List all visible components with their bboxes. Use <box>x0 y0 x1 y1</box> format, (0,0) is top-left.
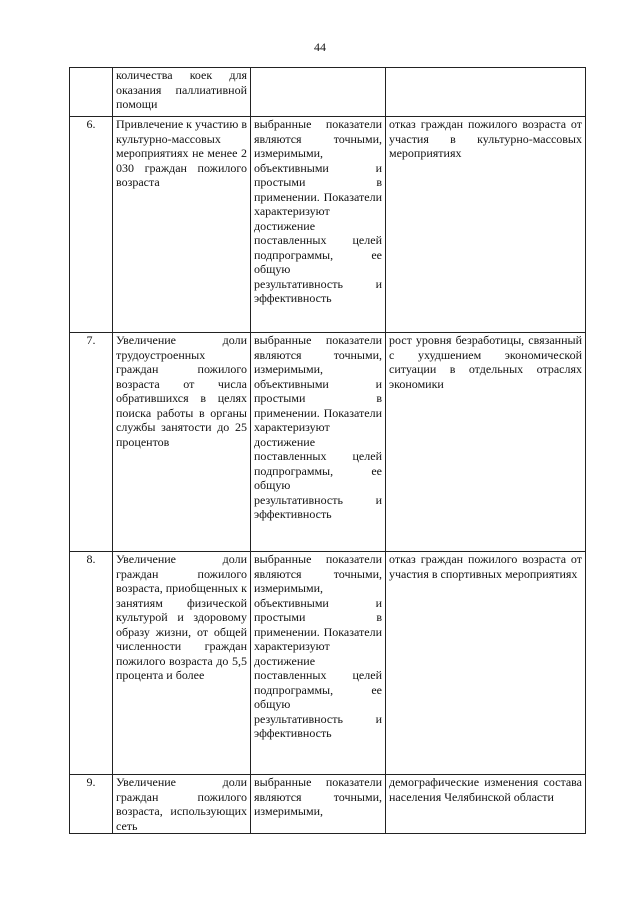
row-number: 6. <box>70 117 113 333</box>
risk-cell: отказ граждан пожилого возраста от участия в культурно-массовых мероприятиях <box>386 117 586 333</box>
criteria-cell: выбранные показатели являются точными, измеримыми, объективными и простыми в применении. Показатели характеризуют достижение поставленных целей подпрограммы, ее общую результативность и эффективность <box>251 552 386 775</box>
risk-cell <box>386 68 586 117</box>
risk-cell: демографические изменения состава населения Челябинской области <box>386 775 586 834</box>
criteria-cell: выбранные показатели являются точными, измеримыми, <box>251 775 386 834</box>
indicator-cell: Привлечение к участию в культурно-массовых мероприятиях не менее 2 030 граждан пожилого возраста <box>113 117 251 333</box>
criteria-cell <box>251 68 386 117</box>
row-number <box>70 68 113 117</box>
row-number: 8. <box>70 552 113 775</box>
risk-cell: рост уровня безработицы, связанный с ухудшением экономической ситуации в отдельных отраслях экономики <box>386 333 586 552</box>
indicator-cell: Увеличение доли трудоустроенных граждан пожилого возраста от числа обратившихся в целях поиска работы в органы службы занятости до 25 процентов <box>113 333 251 552</box>
indicators-table <box>69 67 586 834</box>
table-row <box>70 552 586 775</box>
table-row <box>70 333 586 552</box>
risk-cell: отказ граждан пожилого возраста от участия в спортивных мероприятиях <box>386 552 586 775</box>
criteria-cell: выбранные показатели являются точными, измеримыми, объективными и простыми в применении. Показатели характеризуют достижение поставленных целей подпрограммы, ее общую результативность и эффективность <box>251 117 386 333</box>
criteria-cell: выбранные показатели являются точными, измеримыми, объективными и простыми в применении. Показатели характеризуют достижение поставленных целей подпрограммы, ее общую результативность и эффективность <box>251 333 386 552</box>
row-number: 7. <box>70 333 113 552</box>
page-number: 44 <box>314 40 326 54</box>
table-row <box>70 68 586 117</box>
indicator-cell: количества коек для оказания паллиативной помощи <box>113 68 251 117</box>
indicator-cell: Увеличение доли граждан пожилого возраста, использующих сеть <box>113 775 251 834</box>
table-row <box>70 775 586 834</box>
indicator-cell: Увеличение доли граждан пожилого возраста, приобщенных к занятиям физической культурой и здоровому образу жизни, от общей численности граждан пожилого возраста до 5,5 процента и более <box>113 552 251 775</box>
row-number: 9. <box>70 775 113 834</box>
table-row <box>70 117 586 333</box>
